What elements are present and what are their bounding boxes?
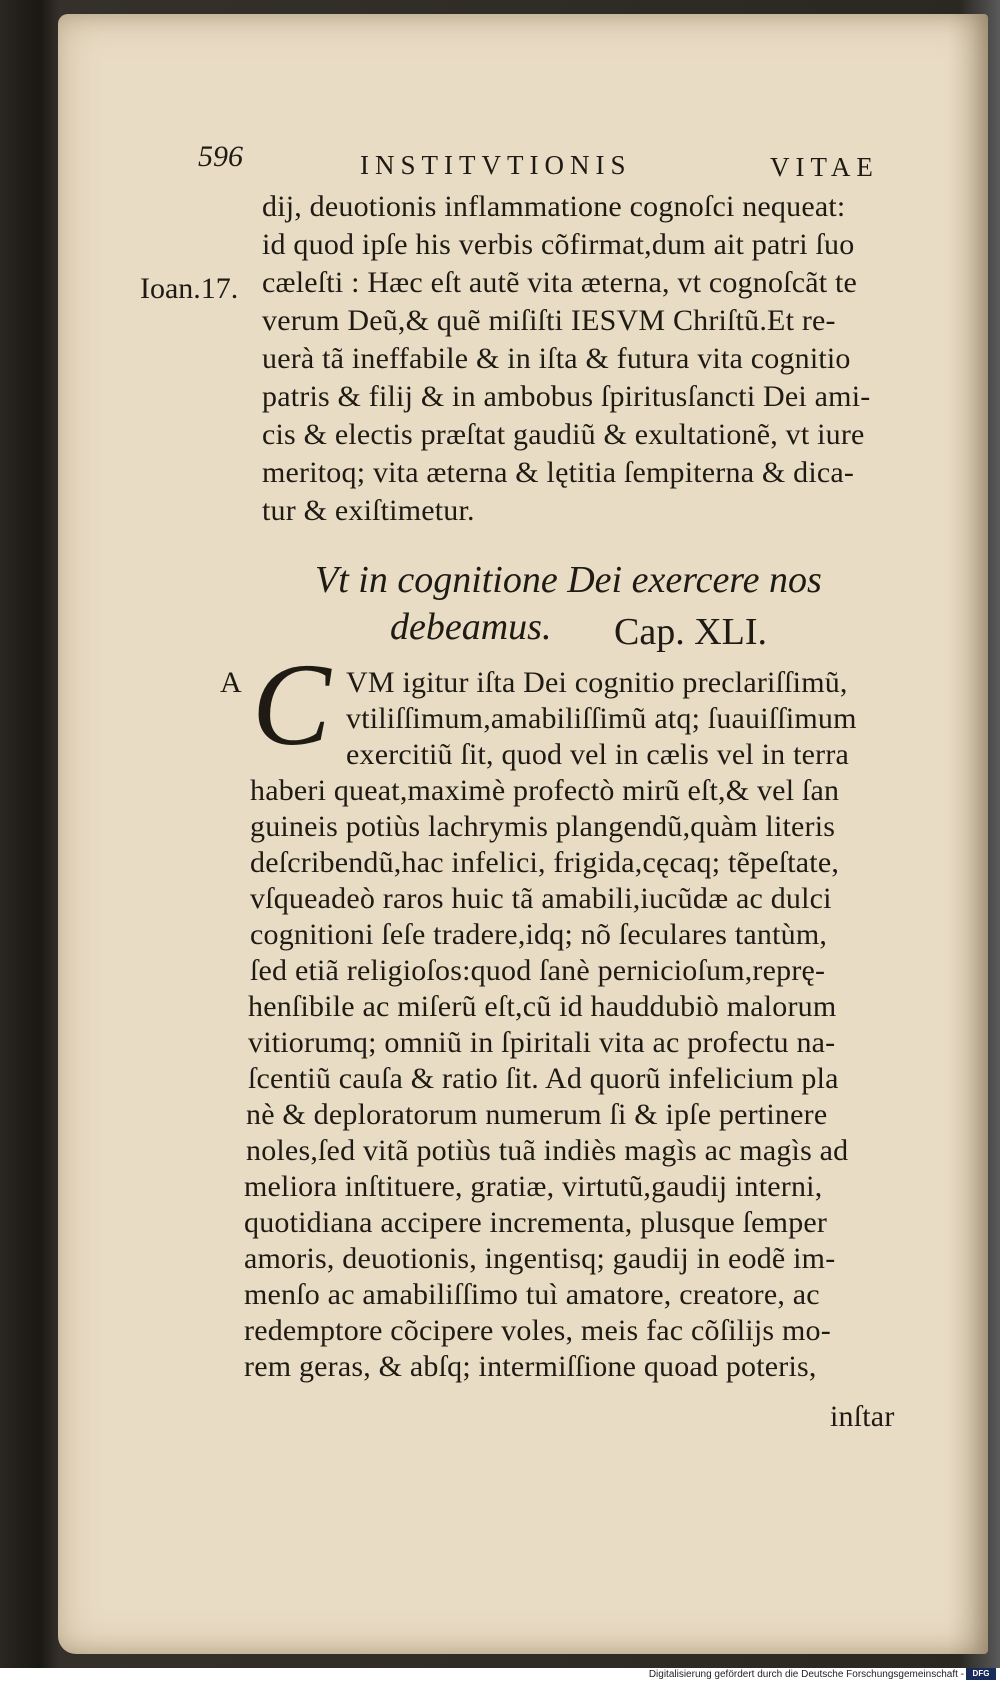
text-line: rem geras, & abſq; intermiſſione quoad poteris, [244,1350,817,1383]
text-line: vtiliſſimum,amabiliſſimũ atq; ſuauiſſimum [346,702,857,735]
text-line: amoris, deuotionis, ingentisq; gaudij in eodẽ im- [244,1242,836,1275]
text-line: cæleſti : Hæc eſt autẽ vita æterna, vt cognoſcãt te [262,266,858,299]
text-line: haberi queat,maximè profectò mirũ eſt,& vel ſan [250,774,840,807]
margin-reference: Ioan.17. [140,272,239,305]
text-line: VM igitur iſta Dei cognitio preclariſſimũ, [346,666,848,699]
text-line: meliora inſtituere, gratiæ, virtutũ,gaudij interni, [244,1170,823,1203]
text-line: tur & exiſtimetur. [262,494,475,527]
text-line: redemptore cõcipere voles, meis fac cõſilijs mo- [244,1314,831,1347]
text-line: ſed etiã religioſos:quod ſanè pernicioſum,reprę- [250,954,826,987]
text-line: verum Deũ,& quẽ miſiſti IESVM Chriſtũ.Et re- [262,304,836,337]
catchword: inſtar [830,1400,895,1433]
text-line: exercitiũ ſit, quod vel in cælis vel in terra [346,738,850,771]
text-line: cis & electis præſtat gaudiũ & exultationẽ, vt iure [262,418,865,451]
chapter-number: Cap. XLI. [614,611,768,653]
text-line: menſo ac amabiliſſimo tuì amatore, creatore, ac [244,1278,820,1311]
chapter-heading-line2: debeamus. [390,606,552,648]
text-line: ſcentiũ cauſa & ratio ſit. Ad quorũ infelicium pla [248,1062,839,1095]
text-line: nè & deploratorum numerum ſi & ipſe pertinere [246,1098,828,1131]
text-line: deſcribendũ,hac infelici, frigida,cęcaq; tẽpeſtate, [250,846,840,879]
running-title-left: INSTITVTIONIS [360,150,632,180]
text-line: dij, deuotionis inflammatione cognoſci nequeat: [262,190,846,223]
chapter-heading-line1: Vt in cognitione Dei exercere nos [315,559,822,601]
text-line: id quod ipſe his verbis cõfirmat,dum ait patri ſuo [262,228,855,261]
text-line: patris & filij & in ambobus ſpiritusſancti Dei ami- [262,380,871,413]
dfg-logo: DFG [966,1668,996,1680]
text-line: henſibile ac miſerũ eſt,cũ id hauddubiò malorum [248,990,837,1023]
section-marker: A [220,666,242,699]
running-title-right: VITAE [770,152,879,182]
digitization-credit: Digitalisierung gefördert durch die Deutsche Forschungsgemeinschaft - [648,1669,964,1680]
text-line: quotidiana accipere incrementa, plusque ſemper [244,1206,828,1239]
drop-cap: C [252,639,331,770]
text-line: vitiorumq; omniũ in ſpiritali vita ac profectu na- [248,1026,836,1059]
text-line: uerà tã ineffabile & in iſta & futura vita cognitio [262,342,851,375]
text-line: meritoq; vita æterna & lętitia ſempiterna & dica- [262,456,855,489]
page-number: 596 [198,140,243,173]
text-line: vſqueadeò raros huic tã amabili,iucũdæ ac dulci [250,882,832,915]
text-line: cognitioni ſeſe tradere,idq; nõ ſeculares tantùm, [250,918,828,951]
text-line: guineis potiùs lachrymis plangendũ,quàm literis [250,810,836,843]
text-line: noles,ſed vitã potiùs tuã indiès magìs ac magìs ad [246,1134,849,1167]
